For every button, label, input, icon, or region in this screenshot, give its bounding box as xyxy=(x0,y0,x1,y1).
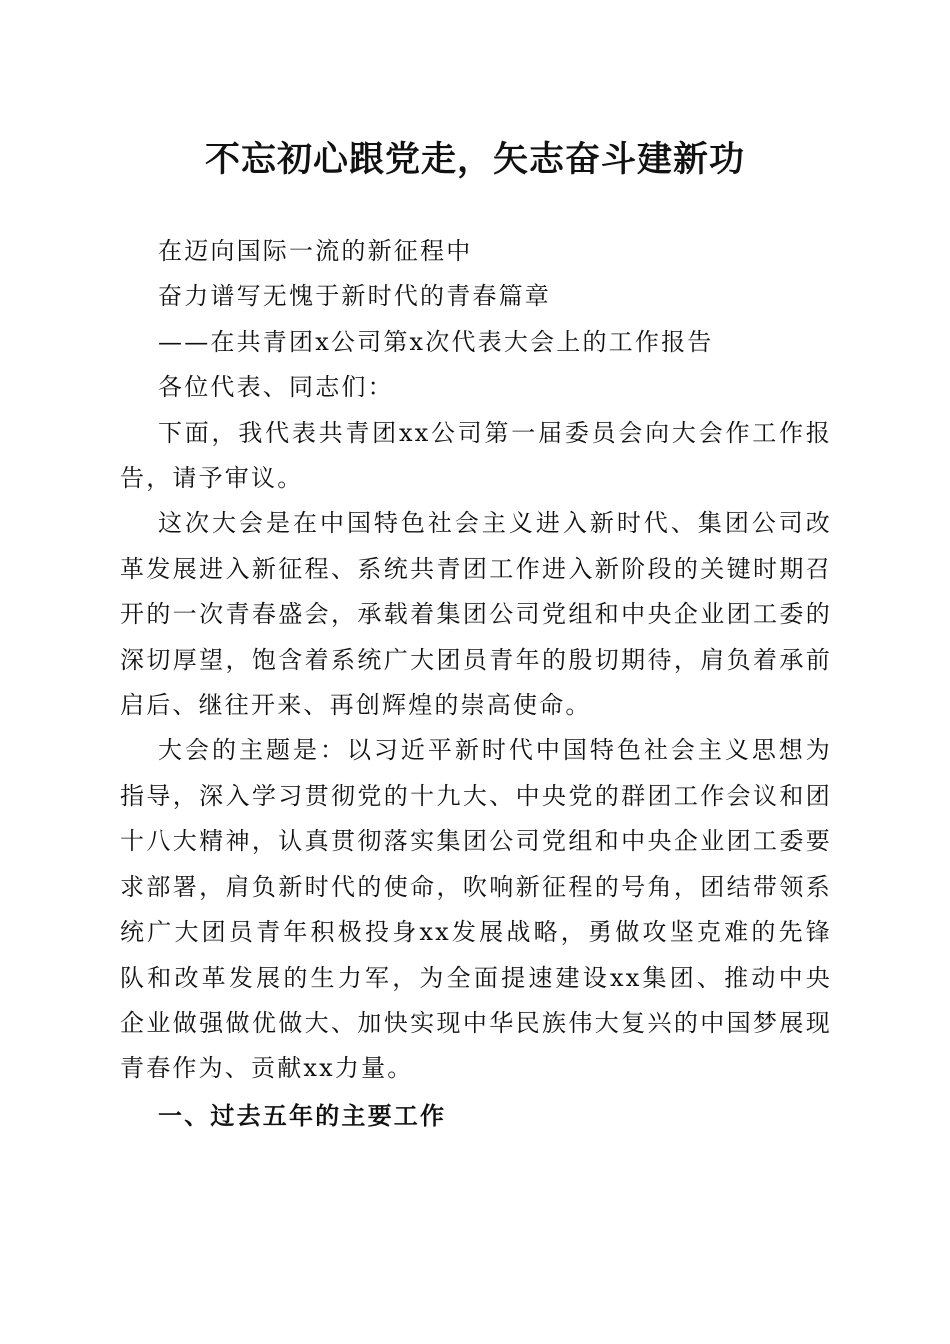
subtitle-line-3: ——在共青团x公司第x次代表大会上的工作报告 xyxy=(158,327,714,356)
salutation: 各位代表、同志们： xyxy=(158,373,394,402)
document-title: 不忘初心跟党走，矢志奋斗建新功 xyxy=(204,139,745,180)
paragraph-1: 下面，我代表共青团xx公司第一届委员会向大会作工作报告，请予审议。 xyxy=(120,418,832,493)
paragraph-2: 这次大会是在中国特色社会主义进入新时代、集团公司改革发展进入新征程、系统共青团工作进入新阶段的关键时期召开的一次青春盛会，承载着集团公司党组和中央企业团工委的深切厚望，饱含着系统广大团员青年的殷切期待，肩负着承前启后、继往开来、再创辉煌的崇高使命。 xyxy=(120,509,832,720)
subtitle-line-1: 在迈向国际一流的新征程中 xyxy=(158,237,473,265)
section-heading: 一、过去五年的主要工作 xyxy=(158,1101,447,1130)
paragraph-3: 大会的主题是：以习近平新时代中国特色社会主义思想为指导，深入学习贯彻党的十九大、中央党的群团工作会议和团十八大精神，认真贯彻落实集团公司党组和中央企业团工委要求部署，肩负新时代的使命，吹响新征程的号角，团结带领系统广大团员青年积极投身xx发展战略，勇做攻坚克难的先锋队和改革发展的生力军，为全面提速建设xx集团、推动中央企业做强做优做大、加快实现中华民族伟大复兴的中国梦展现青春作为、贡献xx力量。 xyxy=(120,736,832,1083)
subtitle-line-2: 奋力谱写无愧于新时代的青春篇章 xyxy=(158,282,551,311)
document-body xyxy=(120,229,832,1139)
